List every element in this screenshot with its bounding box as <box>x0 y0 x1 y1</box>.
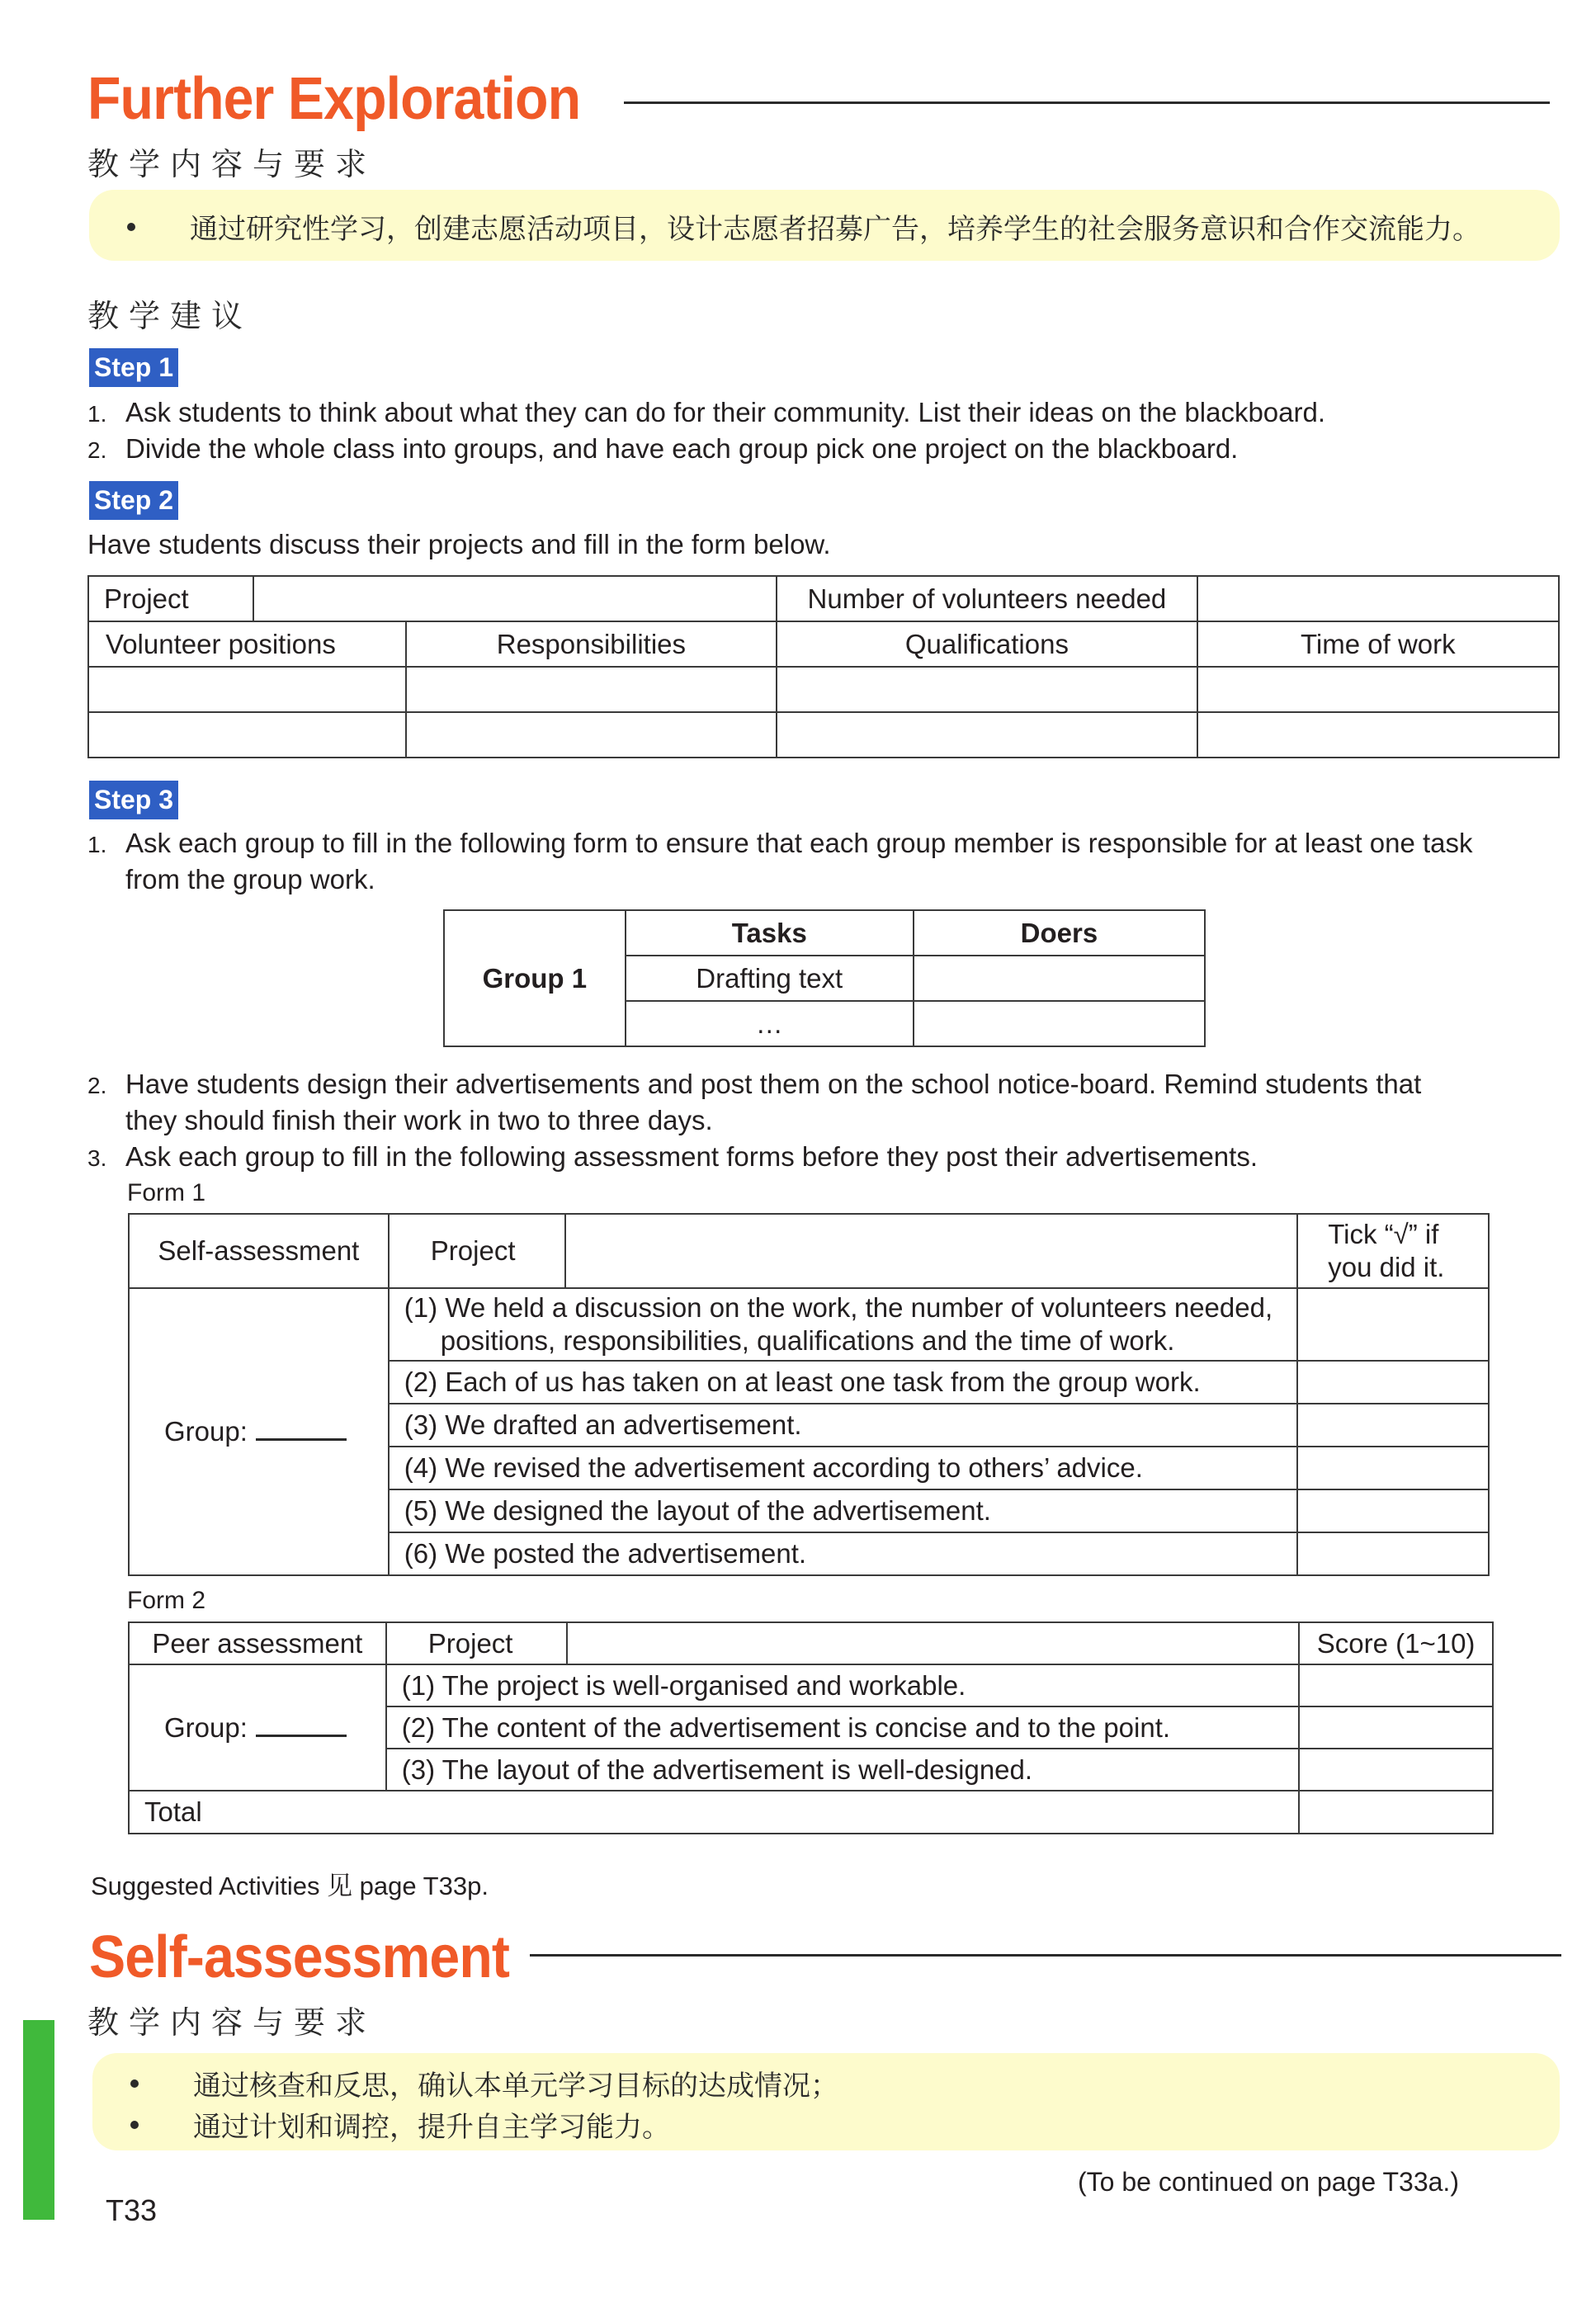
task-cell: … <box>626 1001 914 1046</box>
score-cell[interactable] <box>1299 1749 1493 1791</box>
table-cell[interactable] <box>1197 667 1559 712</box>
step-3-item-2: 2. Have students design their advertisements and post them on the school notice-board. Remind students that <box>87 1069 1422 1099</box>
tick-cell[interactable] <box>1297 1404 1489 1447</box>
step-2-intro: Have students discuss their projects and fill in the form below. <box>87 529 831 559</box>
header-responsibilities: Responsibilities <box>406 621 777 667</box>
step-1-badge: Step 1 <box>89 348 178 387</box>
title-rule <box>624 101 1550 104</box>
header-project: Project <box>386 1622 567 1664</box>
criterion-cell: (6) We posted the advertisement. <box>389 1532 1297 1575</box>
table-row <box>88 667 1559 712</box>
project-value-cell[interactable] <box>253 576 777 621</box>
form-2-label: Form 2 <box>127 1587 206 1614</box>
teaching-suggestions-heading: 教学建议 <box>87 298 253 334</box>
step-1-item-1: 1. Ask students to think about what they can do for their community. List their ideas on the blackboard. <box>87 397 1326 427</box>
header-doers: Doers <box>914 910 1205 956</box>
header-volunteer-positions: Volunteer positions <box>88 621 406 667</box>
suggested-activities-note: Suggested Activities 见 page T33p. <box>91 1872 489 1900</box>
header-tasks: Tasks <box>626 910 914 956</box>
step-3-item-1-cont: from the group work. <box>125 864 375 895</box>
tick-cell[interactable] <box>1297 1288 1489 1361</box>
score-cell[interactable] <box>1299 1706 1493 1749</box>
criterion-cell: (2) Each of us has taken on at least one task from the group work. <box>389 1361 1297 1404</box>
page-number: T33 <box>106 2193 158 2227</box>
table-cell[interactable] <box>88 667 406 712</box>
table-row <box>129 1288 1489 1361</box>
tick-cell[interactable] <box>1297 1532 1489 1575</box>
content-requirements-heading: 教学内容与要求 <box>87 2004 377 2041</box>
step-1-item-2: 2. Divide the whole class into groups, and have each group pick one project on the blackboard. <box>87 433 1239 464</box>
section-title-self-assessment: Self-assessment <box>89 1924 510 1990</box>
header-peer-assessment: Peer assessment <box>129 1622 386 1664</box>
objective-text: 通过计划和调控，提升自主学习能力。 <box>193 2111 670 2144</box>
project-value-cell[interactable] <box>567 1622 1299 1664</box>
bullet-icon <box>130 2121 139 2129</box>
objective-text: 通过核查和反思，确认本单元学习目标的达成情况； <box>193 2070 838 2103</box>
title-rule <box>530 1954 1561 1957</box>
table-row <box>129 1664 1493 1706</box>
header-tick: Tick “√” if you did it. <box>1297 1214 1489 1288</box>
content-requirements-heading: 教学内容与要求 <box>87 146 377 182</box>
criterion-cell: (3) The layout of the advertisement is well-designed. <box>386 1749 1299 1791</box>
criterion-cell: (3) We drafted an advertisement. <box>389 1404 1297 1447</box>
objective-box <box>92 2053 1560 2150</box>
table-row <box>88 712 1559 758</box>
bullet-icon <box>130 2079 139 2088</box>
peer-assessment-form <box>128 1621 1494 1834</box>
volunteers-needed-label-cell: Number of volunteers needed <box>777 576 1197 621</box>
task-cell: Drafting text <box>626 956 914 1001</box>
objective-text: 通过研究性学习，创建志愿活动项目，设计志愿者招募广告，培养学生的社会服务意识和合作交流能力。 <box>190 213 1480 246</box>
volunteers-needed-value-cell[interactable] <box>1197 576 1559 621</box>
total-label-cell: Total <box>129 1791 1299 1834</box>
group-cell: Group: <box>129 1664 386 1791</box>
table-cell[interactable] <box>406 712 777 758</box>
table-cell[interactable] <box>777 712 1197 758</box>
volunteer-form-table <box>87 575 1560 758</box>
group-cell: Group: <box>129 1288 389 1575</box>
doer-cell[interactable] <box>914 1001 1205 1046</box>
criterion-cell: (1) We held a discussion on the work, the number of volunteers needed, positions, responsibilities, qualifications and the time of work. <box>389 1288 1297 1361</box>
form-1-label: Form 1 <box>127 1179 206 1206</box>
criterion-cell: (1) The project is well-organised and workable. <box>386 1664 1299 1706</box>
header-qualifications: Qualifications <box>777 621 1197 667</box>
criterion-cell: (5) We designed the layout of the advertisement. <box>389 1489 1297 1532</box>
header-project: Project <box>389 1214 565 1288</box>
header-self-assessment: Self-assessment <box>129 1214 389 1288</box>
step-3-item-2-cont: they should finish their work in two to three days. <box>125 1105 713 1135</box>
section-title-further-exploration: Further Exploration <box>87 66 581 132</box>
project-label-cell: Project <box>88 576 253 621</box>
header-time-of-work: Time of work <box>1197 621 1559 667</box>
task-assignment-table <box>443 909 1206 1047</box>
criterion-cell: (2) The content of the advertisement is concise and to the point. <box>386 1706 1299 1749</box>
total-score-cell[interactable] <box>1299 1791 1493 1834</box>
table-cell[interactable] <box>406 667 777 712</box>
tick-cell[interactable] <box>1297 1361 1489 1404</box>
criterion-cell: (4) We revised the advertisement according to others’ advice. <box>389 1447 1297 1489</box>
table-cell[interactable] <box>88 712 406 758</box>
doer-cell[interactable] <box>914 956 1205 1001</box>
side-tab-marker <box>23 2020 54 2220</box>
objective-box <box>89 190 1560 261</box>
tick-cell[interactable] <box>1297 1447 1489 1489</box>
project-value-cell[interactable] <box>565 1214 1298 1288</box>
table-cell[interactable] <box>777 667 1197 712</box>
group-blank[interactable] <box>256 1721 347 1737</box>
bullet-icon <box>127 223 135 231</box>
table-cell[interactable] <box>1197 712 1559 758</box>
score-cell[interactable] <box>1299 1664 1493 1706</box>
tick-cell[interactable] <box>1297 1489 1489 1532</box>
group-blank[interactable] <box>256 1424 347 1441</box>
step-3-item-3: 3. Ask each group to fill in the following assessment forms before they post their advertisements. <box>87 1141 1258 1172</box>
step-3-item-1: 1. Ask each group to fill in the following form to ensure that each group member is responsible for at least one task <box>87 828 1473 858</box>
table-row <box>129 1791 1493 1834</box>
continued-note: (To be continued on page T33a.) <box>1078 2167 1459 2197</box>
header-score: Score (1~10) <box>1299 1622 1493 1664</box>
step-2-badge: Step 2 <box>89 481 178 520</box>
group-1-cell: Group 1 <box>444 910 626 1046</box>
self-assessment-form <box>128 1213 1490 1576</box>
step-3-badge: Step 3 <box>89 781 178 819</box>
